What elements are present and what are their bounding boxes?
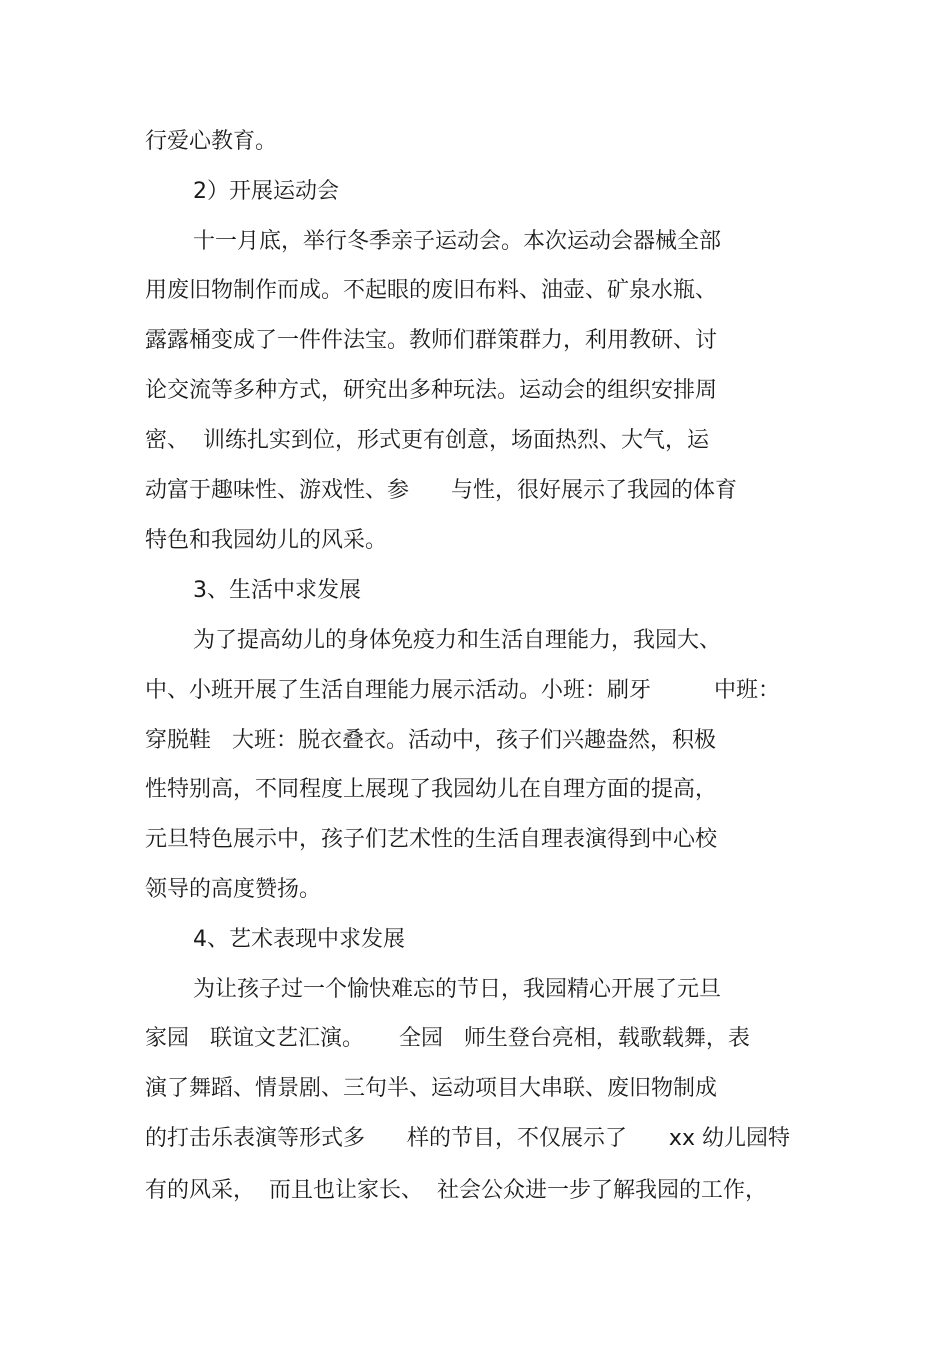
- paragraph-line: 穿脱鞋 大班：脱衣叠衣。活动中，孩子们兴趣盎然，积极: [145, 728, 716, 753]
- section-heading: 4、艺术表现中求发展: [193, 927, 405, 952]
- section-heading: 2）开展运动会: [193, 179, 339, 204]
- paragraph-line: 的打击乐表演等形式多 样的节目，不仅展示了 xx 幼儿园特: [145, 1126, 790, 1151]
- paragraph-line: 露露桶变成了一件件法宝。教师们群策群力，利用教研、讨: [145, 328, 718, 353]
- paragraph-line: 论交流等多种方式，研究出多种玩法。运动会的组织安排周: [145, 378, 718, 403]
- paragraph-line: 行爱心教育。: [145, 129, 278, 154]
- paragraph-line: 性特别高，不同程度上展现了我园幼儿在自理方面的提高，: [145, 777, 718, 802]
- paragraph-line: 特色和我园幼儿的风采。: [145, 528, 388, 553]
- paragraph-line: 为让孩子过一个愉快难忘的节日，我园精心开展了元旦: [193, 977, 722, 1002]
- paragraph-line: 为了提高幼儿的身体免疫力和生活自理能力，我园大、: [193, 628, 722, 653]
- paragraph-line: 密、 训练扎实到位，形式更有创意，场面热烈、大气，运: [145, 428, 709, 453]
- paragraph-line: 领导的高度赞扬。: [145, 877, 322, 902]
- paragraph-line: 有的风采， 而且也让家长、 社会公众进一步了解我园的工作，: [145, 1178, 767, 1203]
- paragraph-line: 动富于趣味性、游戏性、参 与性，很好展示了我园的体育: [145, 478, 737, 503]
- paragraph-line: 元旦特色展示中，孩子们艺术性的生活自理表演得到中心校: [145, 827, 718, 852]
- paragraph-line: 十一月底，举行冬季亲子运动会。本次运动会器械全部: [193, 229, 722, 254]
- paragraph-line: 用废旧物制作而成。不起眼的废旧布料、油壶、矿泉水瓶、: [145, 278, 718, 303]
- paragraph-line: 演了舞蹈、情景剧、三句半、运动项目大串联、废旧物制成: [145, 1076, 718, 1101]
- section-heading: 3、生活中求发展: [193, 578, 361, 603]
- paragraph-line: 家园 联谊文艺汇演。 全园 师生登台亮相，载歌载舞，表: [145, 1026, 750, 1051]
- paragraph-line: 中、小班开展了生活自理能力展示活动。小班：刷牙 中班：: [145, 678, 780, 703]
